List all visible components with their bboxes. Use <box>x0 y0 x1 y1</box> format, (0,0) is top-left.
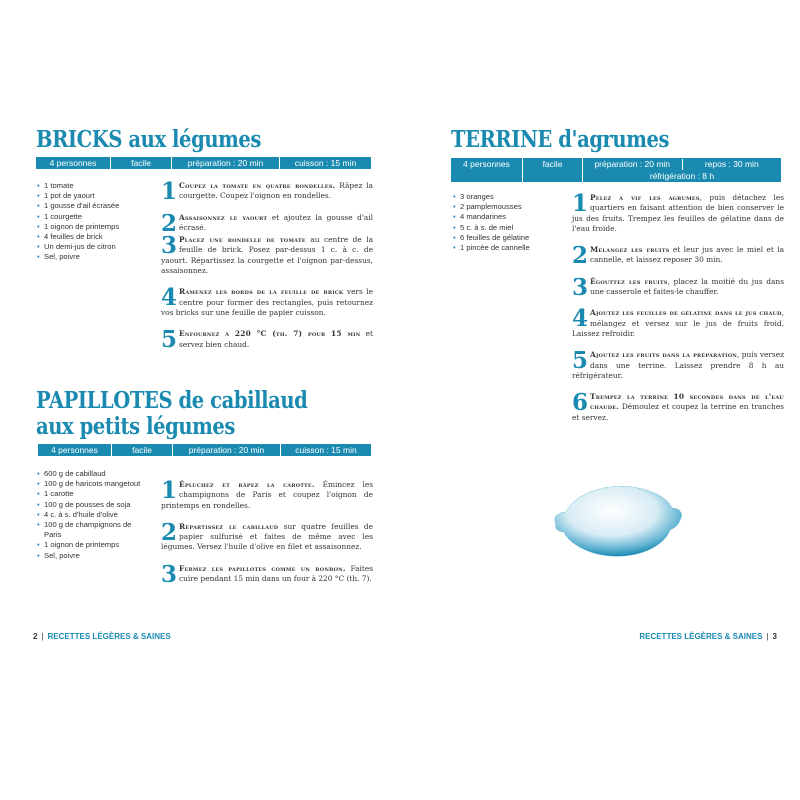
ingredient: • 6 feuilles de gélatine <box>453 233 565 243</box>
ingredient: • 1 pot de yaourt <box>37 191 152 201</box>
step <box>161 518 373 553</box>
recipe-title <box>36 127 261 153</box>
ingredient: • 4 mandarines <box>453 212 565 222</box>
ingredient: • 100 g de pousses de soja <box>37 500 149 510</box>
title-main: TERRINE <box>451 126 552 153</box>
book-title: RECETTES LÉGÈRES & SAINES <box>639 632 763 641</box>
step-lead: Répartissez le cabillaud <box>179 521 279 531</box>
step-number: 4 <box>161 284 178 312</box>
step <box>161 477 374 511</box>
info-difficulty: facile <box>111 157 172 169</box>
recipe-bricks <box>36 127 301 153</box>
step-text: , mélangez et versez sur le jus de fruits froid. Laissez refroidir. <box>572 308 784 338</box>
ingredient: • 3 oranges <box>453 192 565 202</box>
step <box>161 326 373 354</box>
step-text: et leur jus avec le miel et la cannelle, et laissez reposer 30 min. <box>590 245 784 265</box>
info-servings: 4 personnes <box>38 444 112 456</box>
info-times <box>583 158 781 182</box>
step-lead: Égouttez les fruits <box>590 276 668 286</box>
info-preparation: préparation : 20 min <box>172 157 280 169</box>
ingredient: • 1 pincée de cannelle <box>453 243 565 253</box>
step-text: Démoulez et coupez la terrine en tranches et servez. <box>572 402 784 422</box>
step-number: 1 <box>572 190 589 217</box>
step-number: 1 <box>161 477 178 504</box>
step <box>161 560 373 588</box>
footer-separator: | <box>41 632 44 641</box>
step-lead: Placez une rondelle de tomate <box>179 235 306 245</box>
step <box>161 209 373 237</box>
step-number: 2 <box>572 242 589 270</box>
step <box>572 389 784 423</box>
ingredient: • 4 c. à s. d'huile d'olive <box>37 510 149 520</box>
ingredient: • Sel, poivre <box>37 551 149 561</box>
step-number: 1 <box>161 178 178 205</box>
ingredient: • 5 c. à s. de miel <box>453 223 565 233</box>
step-number: 4 <box>572 305 589 333</box>
step-lead: Ajoutez les feuilles de gélatine dans le jus chaud <box>590 308 782 318</box>
step-text: Émincez les champignons de Paris et coupez l'oignon de printemps en rondelles. <box>161 480 374 510</box>
ingredient: • 1 oignon de printemps <box>37 222 152 232</box>
step-lead: Épluchez et râpez la carotte. <box>179 480 315 489</box>
step-text: au centre de la feuille de brick. Posez par-dessus 1 c. à c. de yaourt. Répartissez la courgette et l'oignon par-dessus, assaisonnez. <box>161 235 373 276</box>
ingredient: • 1 oignon de printemps <box>37 540 149 550</box>
step-number: 3 <box>161 232 178 260</box>
info-bar <box>451 158 781 182</box>
title-main: BRICKS <box>36 126 123 153</box>
step-number: 2 <box>161 209 178 237</box>
footer-separator: | <box>766 632 769 641</box>
step <box>572 190 784 234</box>
step-text: sur quatre feuilles de papier sulfurisé et faites de même avec les légumes. Versez l'huile d'olive en filet et assaisonnez. <box>161 521 373 552</box>
step-text: et servez bien chaud. <box>179 329 373 349</box>
ingredient: • 1 tomate <box>37 181 152 191</box>
ingredient: • 100 g de haricots mangetout <box>37 479 149 489</box>
step-text: , placez la moitié du jus dans une casserole et faites-le chauffer. <box>590 276 784 297</box>
step-lead: Ramenez les bords de la feuille de brick <box>179 287 344 297</box>
step-text: vers le centre pour former des rectangles, puis retournez vos bricks sur une feuille de papier cuisson. <box>161 287 373 317</box>
step-text: Faites cuire pendant 15 min dans un four à 220 °C (th. 7). <box>179 563 373 584</box>
step-text: , puis versez dans une terrine. Laissez prendre 8 h au réfrigérateur. <box>572 350 784 380</box>
step-number: 5 <box>161 326 178 354</box>
ingredient: • 1 carotte <box>37 489 149 499</box>
step-lead: Trempez la terrine 10 secondes dans de l'eau chaude. <box>590 392 784 412</box>
ingredient: • 1 courgette <box>37 212 152 222</box>
step-number: 5 <box>572 347 589 375</box>
page-number: 2 <box>33 632 38 641</box>
ingredient: • 4 feuilles de brick <box>37 232 152 242</box>
step-number: 3 <box>572 273 589 301</box>
ingredient: • 2 pamplemousses <box>453 202 565 212</box>
step <box>572 347 784 381</box>
step <box>572 305 784 339</box>
info-difficulty: facile <box>523 158 583 182</box>
ingredient-list <box>37 181 152 263</box>
footer-right <box>639 632 777 641</box>
info-refrigeration: réfrigération : 8 h <box>649 171 715 181</box>
step-lead: Coupez la tomate en quatre rondelles. <box>179 181 336 190</box>
step-lead: Pelez à vif les agrumes <box>590 193 700 202</box>
info-cooking: cuisson : 15 min <box>294 158 357 168</box>
lemon-illustration-icon <box>550 478 685 563</box>
info-servings: 4 personnes <box>451 158 523 182</box>
step-list <box>161 178 374 361</box>
info-bar <box>38 444 371 456</box>
step-number: 6 <box>572 389 589 417</box>
title-rest: aux légumes <box>122 126 261 153</box>
step-number: 3 <box>161 560 178 588</box>
step-lead: Ajoutez les fruits dans la préparation <box>590 350 738 360</box>
title-main: PAPILLOTES <box>36 387 173 414</box>
step-list <box>572 190 784 434</box>
ingredient: • Sel, poivre <box>37 252 152 262</box>
recipe-title <box>36 388 307 440</box>
ingredient: • 100 g de champignons de Paris <box>37 520 149 540</box>
step <box>161 284 373 318</box>
step-lead: Fermez les papillotes comme un bonbon. <box>179 563 346 573</box>
ingredient-list <box>37 469 149 561</box>
step <box>572 273 784 301</box>
info-bar <box>36 157 371 169</box>
step-text: et ajoutez la gousse d'ail écrasé. <box>179 212 373 232</box>
step-lead: Assaisonnez le yaourt <box>179 212 268 222</box>
ingredient-list <box>453 192 565 253</box>
footer-left <box>33 632 171 641</box>
step <box>161 178 374 205</box>
info-preparation: préparation : 20 min <box>583 159 683 170</box>
step <box>572 242 784 270</box>
ingredient: • 600 g de cabillaud <box>37 469 149 479</box>
step-lead: Enfournez à 220 °C (th. 7) pour 15 min <box>179 329 361 339</box>
step-text: , puis détachez les quartiers en faisant attention de bien conserver le jus des fruits. Trempez les feuilles de gélatine dans de l'eau froide. <box>572 193 784 233</box>
info-preparation: préparation : 20 min <box>173 444 281 456</box>
info-rest: repos : 30 min <box>704 159 759 169</box>
title-rest: d'agrumes <box>551 126 670 153</box>
ingredient: • Un demi-jus de citron <box>37 242 152 252</box>
step-lead: Mélangez les fruits <box>590 245 670 255</box>
recipe-terrine <box>451 127 708 153</box>
info-cooking: cuisson : 15 min <box>295 445 357 455</box>
book-title: RECETTES LÉGÈRES & SAINES <box>47 632 171 641</box>
ingredient: • 1 gousse d'ail écrasée <box>37 201 152 211</box>
info-difficulty: facile <box>112 444 173 456</box>
title-line2: aux petits légumes <box>36 413 235 440</box>
recipe-title <box>451 127 669 153</box>
step-list <box>161 477 374 595</box>
page-number: 3 <box>772 632 777 641</box>
step-text: Râpez la courgette. Coupez l'oignon en rondelles. <box>179 181 374 201</box>
step <box>161 232 373 276</box>
recipe-papillotes <box>36 388 355 440</box>
info-servings: 4 personnes <box>36 157 111 169</box>
step-number: 2 <box>161 518 178 546</box>
title-rest: de cabillaud <box>172 387 308 414</box>
